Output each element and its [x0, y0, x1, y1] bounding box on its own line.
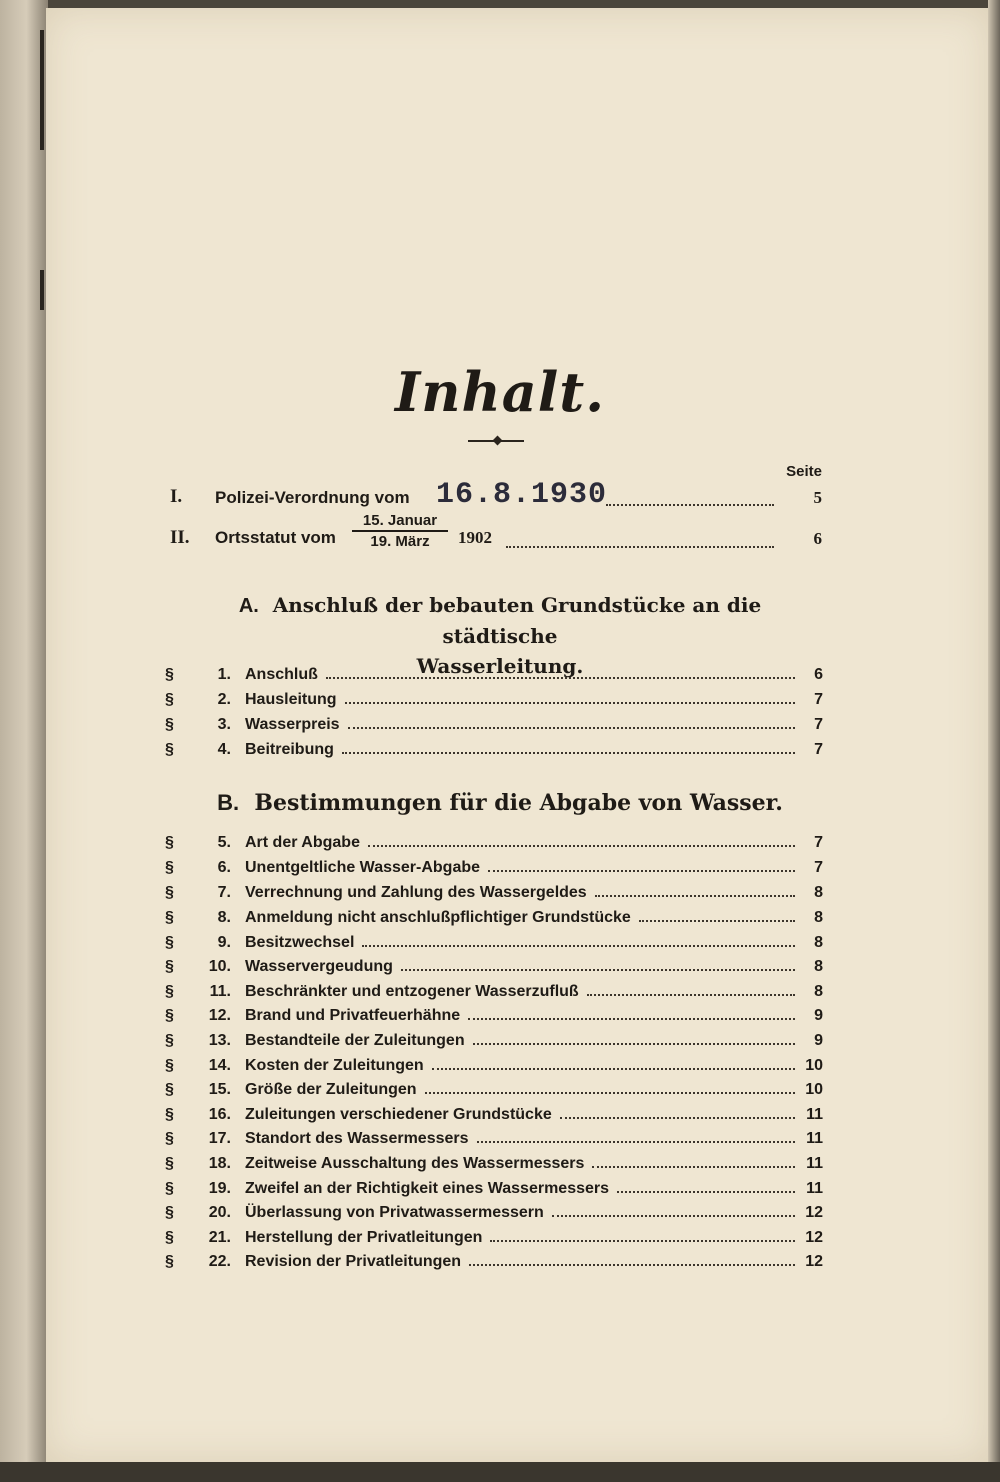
leader-dots — [326, 677, 795, 679]
toc-label: Zuleitungen verschiedener Grundstücke — [245, 1106, 552, 1123]
section-sign: § — [165, 934, 174, 951]
toc-num: 18. — [208, 1155, 231, 1172]
toc-page: 7 — [814, 741, 823, 758]
toc-page: 7 — [814, 691, 823, 708]
section-letter: B. — [217, 790, 240, 815]
toc-page: 8 — [814, 983, 823, 1000]
toc-page: 8 — [814, 958, 823, 975]
toc-page: 10 — [805, 1057, 823, 1074]
toc-row — [165, 1051, 823, 1075]
leader-dots — [592, 1166, 795, 1168]
toc-row — [165, 710, 823, 734]
toc-label: Hausleitung — [245, 691, 337, 708]
leader-dots — [552, 1215, 795, 1217]
toc-num: 7. — [217, 884, 231, 901]
entry-page: 5 — [813, 488, 822, 507]
leader-dots — [401, 969, 795, 971]
leader-dots — [488, 870, 795, 872]
toc-row — [165, 952, 823, 976]
section-sign: § — [165, 716, 174, 733]
leader-dots — [490, 1240, 795, 1242]
toc-page: 7 — [814, 716, 823, 733]
top-edge — [0, 0, 1000, 8]
section-sign: § — [165, 1253, 174, 1270]
toc-page: 8 — [814, 884, 823, 901]
toc-row — [165, 1198, 823, 1222]
toc-num: 5. — [217, 834, 231, 851]
date-fraction — [352, 512, 448, 550]
section-sign: § — [165, 884, 174, 901]
toc-page: 12 — [805, 1204, 823, 1221]
toc-page: 11 — [806, 1130, 823, 1147]
toc-label: Wasservergeudung — [245, 958, 393, 975]
toc-row — [165, 1075, 823, 1099]
section-sign: § — [165, 1106, 174, 1123]
entry-roman: I. — [170, 486, 183, 507]
toc-num: 13. — [208, 1032, 231, 1049]
toc-label: Überlassung von Privatwassermessern — [245, 1204, 544, 1221]
section-sign: § — [165, 1057, 174, 1074]
toc-label: Zeitweise Ausschaltung des Wassermessers — [245, 1155, 585, 1172]
entry-label: Ortsstatut vom — [215, 528, 336, 547]
entry-label: Polizei-Verordnung vom — [215, 488, 410, 507]
toc-row — [165, 1247, 823, 1271]
toc-num: 16. — [208, 1106, 231, 1123]
toc-row — [165, 1124, 823, 1148]
toc-page: 8 — [814, 909, 823, 926]
toc-label: Wasserpreis — [245, 716, 340, 733]
leader-dots — [348, 727, 795, 729]
section-title-line2: Wasserleitung. — [416, 654, 584, 678]
toc-row — [165, 660, 823, 684]
toc-row — [165, 685, 823, 709]
toc-label: Art der Abgabe — [245, 834, 360, 851]
leader-dots — [587, 994, 795, 996]
toc-label: Brand und Privatfeuerhähne — [245, 1007, 461, 1024]
section-title: Bestimmungen für die Abgabe von Wasser. — [254, 790, 783, 816]
toc-label: Herstellung der Privatleitungen — [245, 1229, 483, 1246]
toc-label: Größe der Zuleitungen — [245, 1081, 417, 1098]
toc-row — [165, 928, 823, 952]
leader-dots — [345, 702, 795, 704]
date-stamp: 16.8.1930 — [436, 478, 608, 512]
toc-row — [165, 828, 823, 852]
toc-page: 11 — [806, 1155, 823, 1172]
leader-dots — [432, 1068, 795, 1070]
toc-label: Standort des Wassermessers — [245, 1130, 469, 1147]
toc-num: 14. — [208, 1057, 231, 1074]
section-sign: § — [165, 859, 174, 876]
toc-num: 11. — [209, 983, 231, 1000]
right-edge — [988, 0, 1000, 1482]
toc-row — [165, 1223, 823, 1247]
leader-dots — [477, 1141, 795, 1143]
toc-row — [165, 735, 823, 759]
section-sign: § — [165, 1204, 174, 1221]
binding-mark — [40, 30, 44, 150]
leader-dots — [468, 1018, 795, 1020]
leader-dots — [617, 1191, 795, 1193]
section-sign: § — [165, 1155, 174, 1172]
toc-page: 9 — [814, 1032, 823, 1049]
toc-label: Besitzwechsel — [245, 934, 355, 951]
toc-label: Kosten der Zuleitungen — [245, 1057, 424, 1074]
toc-num: 19. — [208, 1180, 231, 1197]
section-sign: § — [165, 741, 174, 758]
leader-dots — [342, 752, 795, 754]
section-sign: § — [165, 1032, 174, 1049]
leader-dots — [606, 504, 774, 506]
toc-row — [165, 1026, 823, 1050]
toc-page: 11 — [806, 1106, 823, 1123]
toc-row — [165, 1001, 823, 1025]
toc-label: Beschränkter und entzogener Wasserzufluß — [245, 983, 579, 1000]
toc-num: 22. — [208, 1253, 231, 1270]
bottom-edge — [0, 1462, 1000, 1482]
toc-row — [165, 977, 823, 1001]
section-b-heading — [180, 788, 820, 818]
bleed-through — [170, 190, 830, 212]
section-sign: § — [165, 958, 174, 975]
toc-page: 8 — [814, 934, 823, 951]
toc-num: 4. — [217, 741, 231, 758]
toc-page: 10 — [805, 1081, 823, 1098]
leader-dots — [639, 920, 795, 922]
toc-num: 6. — [217, 859, 231, 876]
toc-label: Verrechnung und Zahlung des Wassergeldes — [245, 884, 587, 901]
toc-num: 12. — [208, 1007, 231, 1024]
leader-dots — [473, 1043, 795, 1045]
leader-dots — [595, 895, 795, 897]
toc-label: Zweifel an der Richtigkeit eines Wassermessers — [245, 1180, 610, 1197]
toc-num: 2. — [217, 691, 231, 708]
section-sign: § — [165, 1229, 174, 1246]
toc-row — [165, 853, 823, 877]
toc-row — [165, 903, 823, 927]
section-letter: A. — [238, 595, 259, 617]
binding-mark — [40, 270, 44, 310]
toc-row — [165, 1100, 823, 1124]
section-sign: § — [165, 909, 174, 926]
facing-page-edge — [0, 0, 48, 1482]
toc-num: 17. — [208, 1130, 231, 1147]
toc-page: 12 — [805, 1253, 823, 1270]
toc-num: 21. — [208, 1229, 231, 1246]
toc-label: Anmeldung nicht anschlußpflichtiger Grundstücke — [245, 909, 631, 926]
leader-dots — [469, 1264, 795, 1266]
section-sign: § — [165, 666, 174, 683]
toc-page: 12 — [805, 1229, 823, 1246]
title-ornament — [468, 440, 524, 442]
entry-page: 6 — [813, 529, 822, 548]
toc-num: 20. — [208, 1204, 231, 1221]
seite-label: Seite — [786, 463, 822, 480]
toc-label: Revision der Privatleitungen — [245, 1253, 462, 1270]
leader-dots — [506, 546, 774, 548]
leader-dots — [368, 845, 795, 847]
toc-num: 9. — [217, 934, 231, 951]
toc-label: Anschluß — [245, 666, 318, 683]
toc-num: 1. — [217, 666, 231, 683]
toc-num: 8. — [217, 909, 231, 926]
entry-year: 1902 — [458, 528, 492, 547]
toc-page: 7 — [814, 859, 823, 876]
entry-roman: II. — [170, 527, 190, 548]
toc-page: 9 — [814, 1007, 823, 1024]
section-sign: § — [165, 1180, 174, 1197]
toc-page: 6 — [814, 666, 823, 683]
section-sign: § — [165, 1081, 174, 1098]
toc-label: Unentgeltliche Wasser-Abgabe — [245, 859, 481, 876]
section-sign: § — [165, 1130, 174, 1147]
toc-row — [165, 1174, 823, 1198]
section-sign: § — [165, 1007, 174, 1024]
section-sign: § — [165, 691, 174, 708]
toc-page: 7 — [814, 834, 823, 851]
toc-num: 15. — [208, 1081, 231, 1098]
leader-dots — [362, 945, 795, 947]
toc-row — [165, 1149, 823, 1173]
toc-label: Beitreibung — [245, 741, 334, 758]
toc-label: Bestandteile der Zuleitungen — [245, 1032, 465, 1049]
section-sign: § — [165, 983, 174, 1000]
date-bottom: 19. März — [370, 533, 430, 550]
toc-num: 10. — [208, 958, 231, 975]
toc-num: 3. — [217, 716, 231, 733]
leader-dots — [425, 1092, 795, 1094]
toc-page: 11 — [806, 1180, 823, 1197]
page-title: Inhalt. — [394, 360, 606, 424]
section-title-line1: Anschluß der bebauten Grundstücke an die städtische — [272, 593, 762, 648]
toc-row — [165, 878, 823, 902]
section-sign: § — [165, 834, 174, 851]
date-top: 15. Januar — [352, 512, 448, 532]
leader-dots — [560, 1117, 795, 1119]
